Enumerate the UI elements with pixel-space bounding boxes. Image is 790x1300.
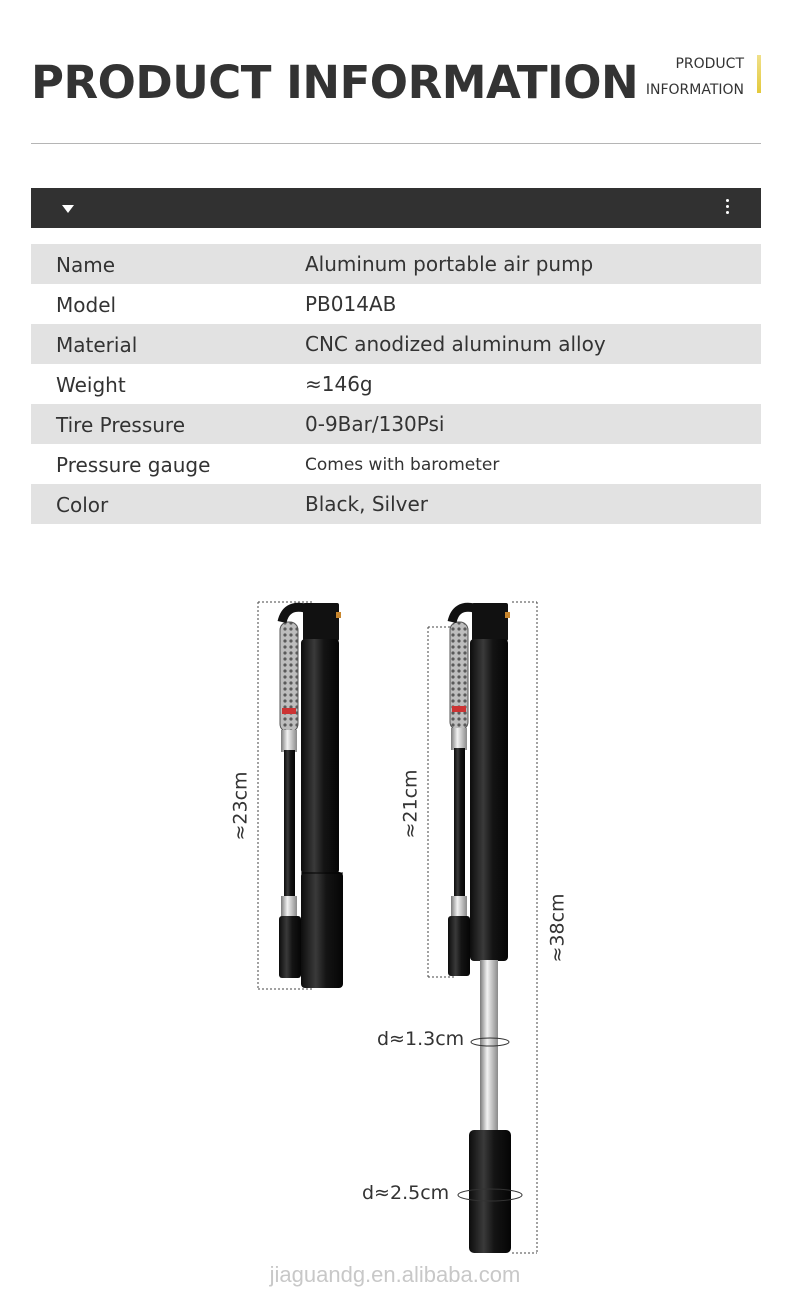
watermark: jiaguandg.en.alibaba.com [269,1262,521,1287]
table-row [31,404,761,444]
spec-value: 0-9Bar/130Psi [305,412,445,436]
barrel-diameter-label: d≈2.5cm [362,1182,450,1204]
table-row [31,364,761,404]
spec-value: CNC anodized aluminum alloy [305,332,606,356]
more-vertical-icon[interactable] [721,199,733,217]
spec-value: PB014AB [305,292,397,316]
table-toolbar [31,188,761,228]
spec-label: Color [56,493,109,517]
hose-length-label: ≈21cm [399,769,422,839]
pump-open [428,602,537,1253]
spec-value: Black, Silver [305,492,428,516]
caret-down-icon[interactable] [62,205,74,213]
spec-label: Pressure gauge [56,453,211,477]
table-row [31,444,761,484]
spec-label: Weight [56,373,126,397]
table-row [31,324,761,364]
table-row [31,244,761,284]
divider [31,143,761,144]
open-length-label: ≈38cm [546,893,569,963]
spec-label: Material [56,333,138,357]
spec-table [31,244,761,524]
table-row [31,484,761,524]
pump-closed [258,602,343,989]
section-side-label [646,51,744,103]
spec-value: ≈146g [305,372,373,396]
closed-length-label: ≈23cm [229,771,252,841]
spec-label: Name [56,253,116,277]
page-title: PRODUCT INFORMATION [31,56,639,109]
rod-diameter-label: d≈1.3cm [377,1028,465,1050]
spec-value: Aluminum portable air pump [305,252,594,276]
spec-label: Model [56,293,117,317]
table-row [31,284,761,324]
accent-bar [757,55,761,93]
side-label-line2: INFORMATION [645,82,744,98]
spec-value: Comes with barometer [305,455,500,475]
side-label-line1: PRODUCT [675,56,744,72]
product-dimension-figure [0,560,790,1300]
spec-label: Tire Pressure [56,413,186,437]
